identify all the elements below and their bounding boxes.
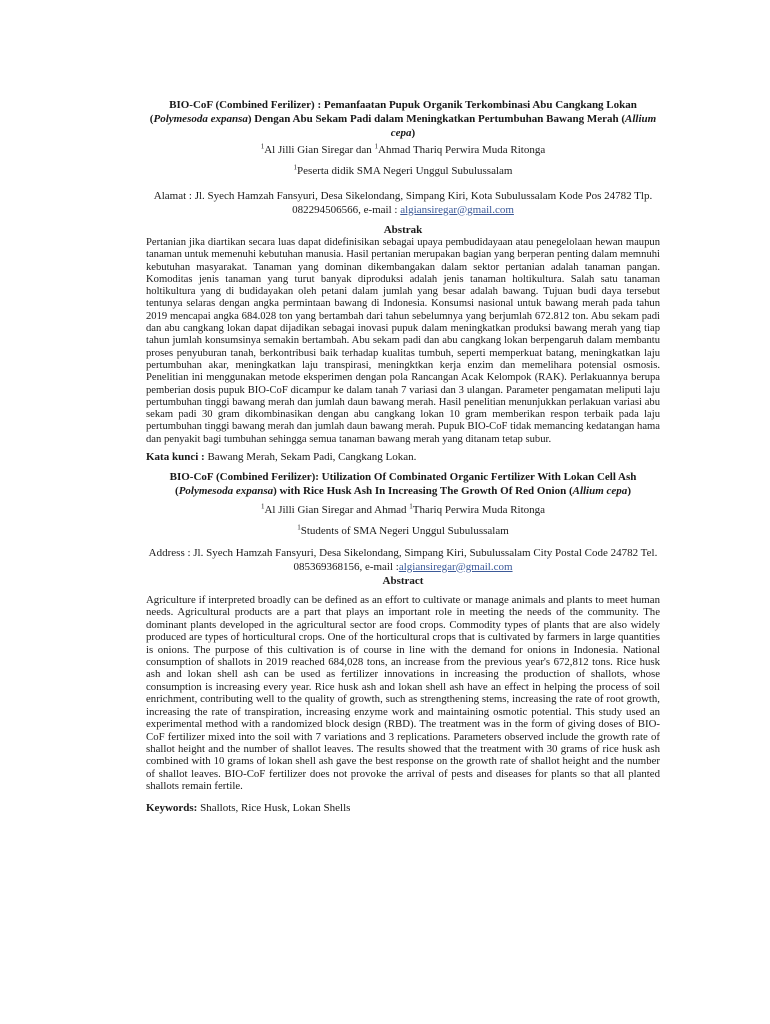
affiliation-en: $^1$Students of SMA Negeri Unggul Subulussalam [297, 522, 509, 537]
authors-en: $^1$Al Jilli Gian Siregar and Ahmad $^1$Thariq Perwira Muda Ritonga [260, 502, 546, 517]
address-en: Address : Jl. Syech Hamzah Fansyuri, Desa Sikelondang, Simpang Kiri, Subulussalam City Postal Code 24782 Tel. 085369368156, e-mail :algiansiregar@gmail.com [148, 547, 658, 573]
email-link-id[interactable]: algiansiregar@gmail.com [400, 203, 514, 216]
abstract-heading-en: Abstract [382, 575, 424, 588]
paper-title-id: BIO-CoF (Combined Ferilizer) : Pemanfaatan Pupuk Organik Terkombinasi Abu Cangkang Lokan (Polymesoda expansa) Dengan Abu Sekam Padi dalam Meningkatkan Pertumbuhan Bawang Merah (Allium cepa) [149, 99, 657, 139]
indonesian-section [146, 98, 660, 464]
address-id: Alamat : Jl. Syech Hamzah Fansyuri, Desa Sikelondang, Simpang Kiri, Kota Subulussalam Kode Pos 24782 Tlp. 082294506566, e-mail : algiansiregar@gmail.com [153, 190, 653, 216]
email-link-en[interactable]: algiansiregar@gmail.com [398, 560, 513, 573]
authors-id: $^1$Al Jilli Gian Siregar dan $^1$Ahmad Thariq Perwira Muda Ritonga [260, 142, 546, 156]
abstract-text-id: Pertanian jika diartikan secara luas dapat didefinisikan sebagai upaya pembudidayaan atau penegelolaan hewan maupun tanaman untuk memenuhi kebutuhan manusia. Hasil pertanian merupakan bagian yang berperan penting dalam memnuhi kebutuhan masyarakat. Tanaman yang dominan dikembangakan dalam sektor pertanian adalah tanaman pangan. Komoditas jenis tanaman yang turut banyak diproduksi adalah jenis tanaman holtikultura. Salah satu tanaman holtikultura yang di budidayakan oleh petani dalam jumlah yang besar adalah bawang. Tujuan budi daya tersebut tentunya selaras dengan angka permintaan bawang di Indonesia. Konsumsi nasional untuk bawang merah pada tahun 2019 mencapai angka 684.028 ton yang bertambah dari tahun sebelumnya yang berjumlah 672.812 ton. Abu sekam padi dan abu cangkang lokan dapat dijadikan sebagai inovasi pupuk dalam meningkatkan produksi bawang merah yang tiap tahun jumlah konsumsinya semakin bertambah. Abu sekam padi dan abu cangkang lokan berpengaruh dalam membantu proses penyuburan tanah, berkontribusi baik terhadap kualitas tumbuh, seperti memperkuat batang, meningkatkan laju pertumbuhan akar, meningkatkan laju transpirasi, meningktkan kerja enzim dan memelihara potensial osmosis. Penelitian ini menggunakan metode eksperimen dengan pola Rancangan Acak Kelompok (RAK). Perlakuannya berupa pemberian dosis pupuk BIO-CoF dicampur ke dalam tanah 7 variasi dan 3 ulangan. Parameter pengamatan meliputi laju pertumbuhan tinggi bawang merah dan jumlah daun bawang merah. Hasil penelitian menunjukkan perlakuan variasi abu sekam padi 30 gram dikombinasikan dengan abu cangkang lokan 10 gram memberikan respon terbaik pada laju pertumbuhan tinggi bawang merah dan jumlah daun bawang merah. Pupuk BIO-CoF tidak memancing kedatangan hama dan penyakit bagi tumbuhan sehingga semua tanaman bawang merah yang ditanam tetap subur. [146, 237, 660, 445]
keywords-en: Keywords: Shallots, Rice Husk, Lokan Shells [146, 801, 351, 814]
paper-page [146, 98, 660, 815]
keywords-id: Kata kunci : Bawang Merah, Sekam Padi, Cangkang Lokan. [146, 451, 417, 464]
paper-title-en: BIO-CoF (Combined Ferilizer): Utilization Of Combinated Organic Fertilizer With Lokan Cell Ash (Polymesoda expansa) with Rice Husk Ash In Increasing The Growth Of Red Onion (Allium cepa) [169, 471, 637, 498]
abstract-heading-id: Abstrak [383, 224, 423, 236]
abstract-text-en: Agriculture if interpreted broadly can be defined as an effort to cultivate or manage animals and plants to meet human needs. Agricultural products are a part that plays an important role in meeting the needs of the community. The dominant plants developed in the agricultural sector are food crops. Commodity types of plants that are also widely produced are types of horticultural crops. One of the horticultural crops that is cultivated by farmers in large quantities is onions. The purpose of this cultivation is of course in line with the demand for onions in Indonesia. National consumption of shallots in 2019 reached 684,028 tons, an increase from the previous year's 672,812 tons. Rice husk ash and lokan shell ash can be used as fertilizer innovations in increasing the production of shallots, whose consumption is increasing every year. Rice husk ash and lokan shell ash have an effect in helping the process of soil enrichment, contributing well to the quality of growth, such as strengthening stems, increasing the rate of root growth, increasing the rate of transpiration, increasing enzyme work and maintaining osmotic potential. This study used an experimental method with a randomized block design (RBD). The treatment was in the form of giving doses of BIO-CoF fertilizer mixed into the soil with 7 variations and 3 replications. Parameters observed include the growth rate of shallot height and the number of shallot leaves. The results showed that the treatment with 30 grams of rice husk ash combined with 10 grams of lokan shell ash gave the best response on the growth rate of shallot height and the number of shallot leaves. BIO-CoF fertilizer does not provoke the arrival of pests and diseases for plants so that all planted shallots remain fertile. [146, 594, 660, 793]
english-section [146, 470, 660, 815]
affiliation-id: $^1$Peserta didik SMA Negeri Unggul Subulussalam [293, 162, 513, 177]
